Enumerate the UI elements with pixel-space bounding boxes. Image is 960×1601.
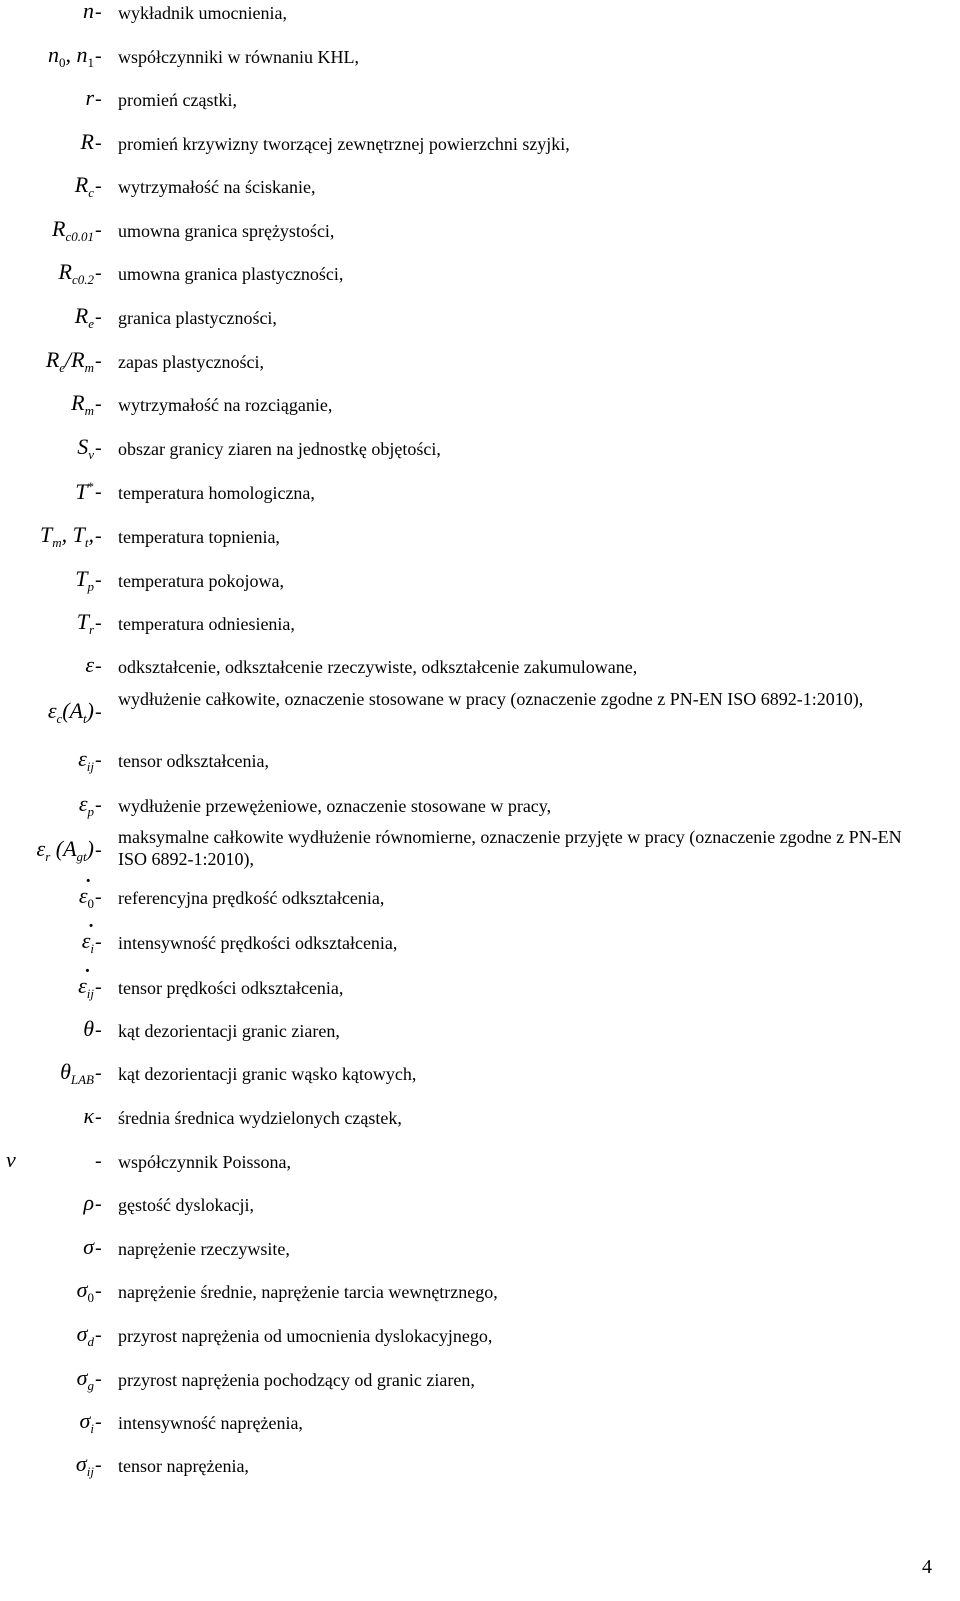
dash: - (95, 132, 102, 154)
dash: - (95, 1106, 102, 1128)
dash: - (95, 976, 102, 998)
description: przyrost naprężenia pochodzący od granic ziaren, (118, 1370, 475, 1390)
symbol: $S_v$ (77, 434, 94, 462)
symbol: κ (83, 1103, 94, 1128)
symbol: · $\varepsilon_{ij}$ (78, 975, 94, 1000)
description: odkształcenie, odkształcenie rzeczywiste, odkształcenie zakumulowane, (118, 657, 638, 677)
description: tensor prędkości odkształcenia, (118, 978, 344, 998)
symbol: $R_e$ (74, 303, 94, 331)
symbol: θ (83, 1016, 94, 1041)
dash: - (95, 1062, 102, 1084)
dash: - (95, 350, 102, 372)
description: maksymalne całkowite wydłużenie równomierne, oznaczenie przyjęte w pracy (oznaczenie zgodne z PN-EN ISO 6892-1:2010), (118, 827, 902, 869)
symbol: · $\varepsilon_0$ (79, 885, 94, 910)
symbol: $\sigma_g$ (76, 1365, 94, 1393)
description: granica plastyczności, (118, 308, 277, 328)
description: wytrzymałość na rozciąganie, (118, 395, 333, 415)
symbol: $\varepsilon_{ij}$ (78, 746, 94, 774)
symbol: $\theta_{LAB}$ (60, 1059, 94, 1087)
dash: - (95, 437, 102, 459)
symbol: $\sigma_{ij}$ (75, 1451, 94, 1479)
symbol: $\sigma_d$ (76, 1321, 94, 1349)
dash: - (95, 306, 102, 328)
symbol: ν (6, 1147, 16, 1172)
page-number: 4 (922, 1556, 932, 1578)
dash: - (95, 525, 102, 547)
symbol: $R_{c0.01}$ (52, 216, 94, 244)
dash: - (95, 88, 102, 110)
symbol: $R_e/R_m$ (45, 347, 94, 375)
dash: - (95, 1, 102, 23)
description: współczynniki w równaniu KHL, (118, 47, 359, 67)
symbol: σ (83, 1234, 94, 1259)
dash: - (95, 1454, 102, 1476)
symbol: $\varepsilon_c(A_t)$ (47, 698, 94, 726)
symbol: r (85, 85, 94, 110)
symbol: $T_p$ (75, 566, 94, 594)
symbol: R (80, 129, 94, 154)
description: kąt dezorientacji granic ziaren, (118, 1021, 340, 1041)
dash: - (95, 1411, 102, 1433)
symbol: $R_{c0.2}$ (58, 259, 94, 287)
symbol: n (83, 0, 94, 23)
dash: - (95, 1237, 102, 1259)
description: kąt dezorientacji granic wąsko kątowych, (118, 1064, 417, 1084)
symbol: ρ (83, 1190, 94, 1215)
symbol: T* (75, 479, 94, 504)
symbol: $T_m$, $T_t$, (39, 522, 94, 550)
description: średnia średnica wydzielonych cząstek, (118, 1108, 402, 1128)
description: promień krzywizny tworzącej zewnętrznej powierzchni szyjki, (118, 134, 570, 154)
dash: - (95, 701, 102, 723)
dash: - (95, 262, 102, 284)
dash: - (95, 931, 102, 953)
description: zapas plastyczności, (118, 352, 264, 372)
description: referencyjna prędkość odkształcenia, (118, 888, 385, 908)
description: tensor odkształcenia, (118, 751, 269, 771)
description: wytrzymałość na ściskanie, (118, 177, 316, 197)
description: intensywność naprężenia, (118, 1413, 303, 1433)
dash: - (95, 45, 102, 67)
dash: - (95, 655, 102, 677)
description: temperatura homologiczna, (118, 483, 315, 503)
description: wydłużenie przewężeniowe, oznaczenie stosowane w pracy, (118, 796, 552, 816)
dash: - (95, 1019, 102, 1041)
description: obszar granicy ziaren na jednostkę objętości, (118, 439, 441, 459)
description: naprężenie średnie, naprężenie tarcia wewnętrznego, (118, 1282, 498, 1302)
description: intensywność prędkości odkształcenia, (118, 933, 398, 953)
dash: - (95, 794, 102, 816)
description: naprężenie rzeczywsite, (118, 1239, 290, 1259)
dash: - (95, 219, 102, 241)
dash: - (95, 1193, 102, 1215)
symbol: · $\varepsilon_i$ (82, 930, 94, 955)
dash: - (95, 1324, 102, 1346)
description: umowna granica plastyczności, (118, 264, 344, 284)
dash: - (95, 481, 102, 503)
dash: - (95, 393, 102, 415)
description: temperatura topnienia, (118, 527, 280, 547)
dash: - (95, 1150, 102, 1172)
description: tensor naprężenia, (118, 1456, 249, 1476)
symbol: ε (85, 652, 94, 677)
description: przyrost naprężenia od umocnienia dyslokacyjnego, (118, 1326, 493, 1346)
dash: - (95, 886, 102, 908)
description: gęstość dyslokacji, (118, 1195, 254, 1215)
symbol: $R_m$ (71, 390, 94, 418)
symbol: $\sigma_i$ (79, 1408, 94, 1436)
symbol: $\varepsilon_p$ (78, 791, 94, 819)
description: temperatura pokojowa, (118, 571, 284, 591)
dash: - (95, 569, 102, 591)
dash: - (95, 175, 102, 197)
symbol: $\sigma_0$ (76, 1277, 94, 1305)
description: umowna granica sprężystości, (118, 221, 335, 241)
description: współczynnik Poissona, (118, 1152, 291, 1172)
description: wykładnik umocnienia, (118, 3, 287, 23)
dash: - (95, 839, 102, 861)
dash: - (95, 749, 102, 771)
symbol: $R_c$ (74, 172, 94, 200)
description: temperatura odniesienia, (118, 614, 295, 634)
description: wydłużenie całkowite, oznaczenie stosowane w pracy (oznaczenie zgodne z PN-EN ISO 6892-1:2010), (118, 689, 864, 709)
dash: - (95, 612, 102, 634)
symbol: $\varepsilon_r$ $(A_{gt})$ (36, 836, 94, 864)
dash: - (95, 1368, 102, 1390)
description: promień cząstki, (118, 90, 237, 110)
symbol: $n_0$, $n_1$ (48, 42, 94, 70)
dash: - (95, 1280, 102, 1302)
symbol: $T_r$ (76, 609, 94, 637)
